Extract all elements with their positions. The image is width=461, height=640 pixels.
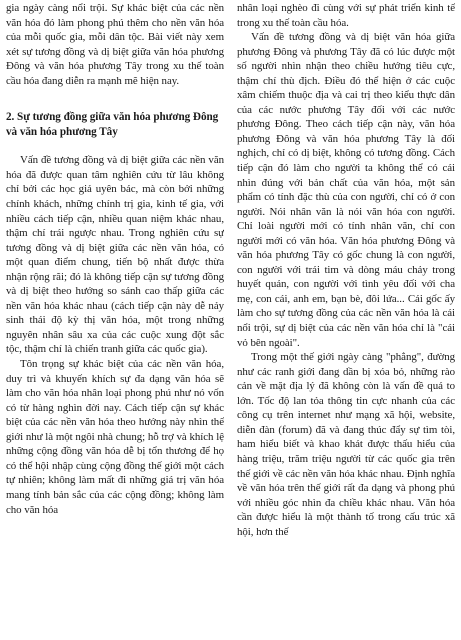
- body-paragraph: Vấn đề tương đồng và dị biệt văn hóa giữa phương Đông và phương Tây đã có lúc được một số người nhìn nhận theo chiều hướng tiêu cực, thậm chí thù địch. Điều đó thể hiện ở các cuộc xâm chiếm thuộc địa và cai trị theo kiểu thực dân của các nước phương Tây đối với các nước phương Đông. Theo cách tiếp cận này, văn hóa phương Đông và văn hóa phương Tây là đối nghịch, chỉ có dị biệt, không có tương đồng. Cách tiếp cận đó làm cho người ta không thể có cái nhìn đúng với bản chất của văn hóa, một sản phẩm có tính đặc thù của con người, chỉ có ở con người. Nói nhân văn là nói văn hóa con người. Chỉ loài người mới có tính nhân văn, chỉ con người mới có văn hóa. Văn hóa phương Đông và văn hóa phương Tây có gốc chung là con người, con người với trái tim và dòng máu chảy trong huyết quản, con người với tình yêu đối với cha mẹ, con cái, anh em, bạn bè, đôi lứa... Cái gốc ấy làm cho sự tương đồng của các nền văn hóa là cái nổi trội, sự dị biệt của các nền văn hóa chỉ là "cái vỏ bên ngoài".: [237, 31, 455, 349]
- left-column: [6, 1, 224, 640]
- section-spacer: [6, 88, 224, 110]
- body-paragraph: Trong một thế giới ngày càng "phẳng", đường như các ranh giới đang dần bị xóa bỏ, những rào cản về mặt địa lý đã không còn là vấn đề quá to lớn. Tốc độ lan tỏa thông tin cực nhanh của các công cụ trên internet như mạng xã hội, website, diễn đàn (forum) đã và đang thúc đẩy sự tìm tòi, ham hiểu biết và khao khát được thấu hiểu của hàng triệu, trăm triệu người từ các quốc gia trên thế giới về các nền văn hóa khác nhau. Định nghĩa về văn hóa trên thế giới rất đa dạng và phong phú với nhiều góc nhìn đa chiều khác nhau. Văn hóa cần được hiểu là một thành tố trong cấu trúc xã hội, hơn thế: [237, 351, 455, 538]
- section-heading: 2. Sự tương đồng giữa văn hóa phương Đông và văn hóa phương Tây: [6, 111, 219, 138]
- body-paragraph-continuation: nhân loại nghèo đi cùng với sự phát triển kinh tế trong xu thế toàn cầu hóa.: [237, 2, 455, 29]
- heading-spacer: [6, 139, 224, 153]
- intro-continuation-paragraph: gia ngày càng nổi trội. Sự khác biệt của các nền văn hóa đó làm phong phú thêm cho nền văn hóa của mỗi quốc gia, mỗi dân tộc. Bài viết này xem xét sự tương đồng và dị biệt giữa văn hóa phương Đông và văn hóa phương Tây trong xu thế toàn cầu hóa đang diễn ra mạnh mẽ hiện nay.: [6, 2, 224, 87]
- right-column: [237, 1, 455, 640]
- body-paragraph: Vấn đề tương đồng và dị biệt giữa các nền văn hóa đã được quan tâm nghiên cứu từ lâu không chỉ bởi các học giả uyên bác, mà còn bởi những chính khách, những chính trị gia, kinh tế gia, với nhiều cách tiếp cận, nhiều quan niệm khác nhau, thậm chí trái ngược nhau. Trong nghiên cứu sự tương đồng và dị biệt giữa các nền văn hóa, có một quan điểm chung, tiến bộ nhất được thừa nhận rộng rãi; đó là không tiếp cận sự tương đồng và dị biệt theo hướng so sánh cao thấp giữa các nền văn hóa khác nhau (cách tiếp cận này dễ nảy sinh thái độ kỳ thị văn hóa, một trong những nguyên nhân sâu xa của các cuộc xung đột sắc tộc, thậm chí là chiến tranh giữa các quốc gia).: [6, 154, 224, 356]
- body-paragraph: Tôn trọng sự khác biệt của các nền văn hóa, duy trì và khuyến khích sự đa dạng văn hóa sẽ làm cho văn hóa nhân loại phong phú như nó vốn có từ hàng nghìn đời nay. Cách tiếp cận sự khác biệt của các nền văn hóa theo hướng này nhìn thế giới như là một ngôi nhà chung; hỗ trợ và khích lệ những cộng đồng văn hóa dễ bị tổn thương để họ có thể hội nhập cùng cộng đồng thế giới một cách tự nhiên; không làm mất đi những giá trị văn hóa mang tính bản sắc của các cộng đồng; không làm cho văn hóa: [6, 358, 224, 516]
